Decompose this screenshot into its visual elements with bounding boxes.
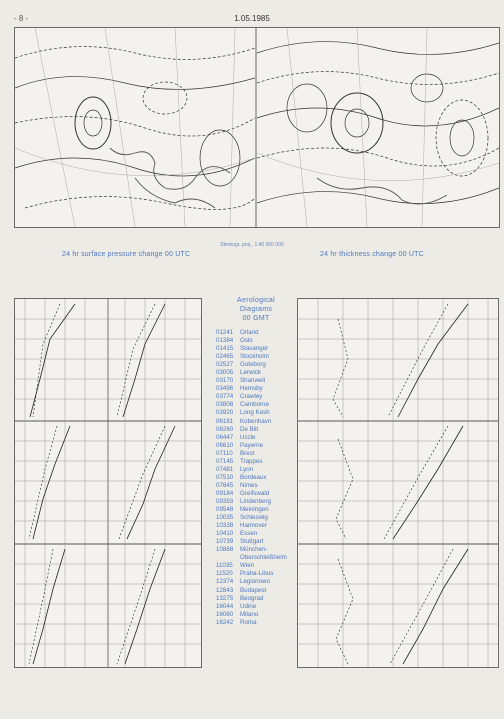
station-name: Camborne (240, 401, 269, 409)
station-row (216, 442, 296, 450)
station-code: 07645 (216, 481, 234, 489)
station-name: Lyon (240, 465, 254, 473)
station-name: Greifswald (240, 489, 270, 497)
station-name: Milano (240, 610, 259, 618)
station-code: 11520 (216, 570, 233, 578)
station-code: 10410 (216, 530, 234, 538)
station-row (216, 401, 296, 409)
station-row (216, 458, 296, 466)
station-row (216, 337, 296, 345)
station-name: Stuttgart (240, 538, 264, 546)
station-name: Budapest (240, 586, 267, 594)
station-name: Kobenhavn (240, 417, 272, 425)
station-row (216, 393, 296, 401)
station-code: 10338 (216, 522, 234, 530)
station-code: 03496 (216, 385, 234, 393)
station-name: Beograd (240, 594, 264, 602)
station-code: 06260 (216, 425, 234, 433)
station-row (216, 466, 296, 474)
station-name: Long Kesh (240, 409, 270, 417)
station-code: 01415 (216, 345, 234, 353)
station-row (216, 546, 296, 554)
station-row (216, 530, 296, 538)
station-row (216, 578, 296, 586)
station-name: Roma (240, 618, 257, 626)
station-code (216, 554, 240, 562)
station-row (216, 506, 296, 514)
station-code: 16080 (216, 610, 234, 618)
station-name: Oberschleißheim (240, 554, 287, 562)
station-row (216, 369, 296, 377)
aerological-diagrams-left (14, 298, 202, 668)
station-name: Uccle (240, 433, 256, 441)
station-name: De Bilt (240, 425, 259, 433)
station-name: Orland (240, 329, 259, 336)
legend-title-line3: 00 GMT (242, 315, 270, 322)
station-code: 09184 (216, 489, 234, 497)
station-name: Udine (240, 602, 257, 610)
station-row (216, 570, 296, 578)
station-code: 07110 (216, 449, 233, 457)
station-row (216, 361, 296, 369)
station-row (216, 353, 296, 361)
station-row (216, 409, 296, 417)
station-name: München- (240, 546, 268, 554)
station-row (216, 522, 296, 530)
station-name: Legionowo (240, 578, 270, 586)
station-row (216, 587, 296, 595)
station-code: 06447 (216, 433, 234, 441)
station-list (216, 329, 296, 627)
station-code: 13275 (216, 594, 234, 602)
maps-panel (14, 27, 500, 228)
station-row (216, 450, 296, 458)
legend-title-line1: Aerological (237, 297, 275, 304)
station-name: Nimes (240, 481, 258, 489)
station-code: 09548 (216, 506, 234, 514)
aerological-diagrams-right (297, 298, 499, 668)
station-row (216, 482, 296, 490)
station-row (216, 345, 296, 353)
station-code: 02527 (216, 361, 234, 369)
station-row (216, 611, 296, 619)
station-row (216, 377, 296, 385)
station-code: 12374 (216, 578, 234, 586)
station-row (216, 619, 296, 627)
station-name: Meiningen (240, 506, 269, 514)
thickness-change-map (257, 28, 499, 227)
station-row (216, 538, 296, 546)
station-name: Wien (240, 562, 255, 570)
surface-pressure-change-map (15, 28, 255, 227)
station-name: Bordeaux (240, 473, 267, 481)
skew-t-diagrams-left (15, 299, 201, 667)
station-name: Oslo (240, 337, 253, 345)
left-map-caption: 24 hr surface pressure change 00 UTC (62, 251, 191, 258)
station-code: 16044 (216, 602, 234, 610)
station-code: 10739 (216, 538, 234, 546)
station-name: Shanwell (240, 377, 266, 385)
station-name: Goteborg (240, 361, 266, 369)
station-code: 03774 (216, 393, 234, 401)
station-name: Praha-Libus (240, 570, 274, 578)
station-row (216, 490, 296, 498)
station-row (216, 418, 296, 426)
station-row (216, 385, 296, 393)
page-date: 1.05.1985 (234, 14, 270, 23)
station-code: 10868 (216, 546, 234, 554)
station-row (216, 329, 296, 337)
station-row (216, 514, 296, 522)
station-row (216, 434, 296, 442)
station-code: 11035 (216, 562, 233, 570)
station-name: Hannover (240, 522, 267, 530)
station-code: 03170 (216, 377, 234, 385)
station-code: 03005 (216, 369, 234, 377)
station-name: Lindenberg (240, 497, 271, 505)
pressure-thickness-maps (15, 28, 499, 227)
station-code: 07510 (216, 473, 234, 481)
map-scale-label: Stereogr. proj., 1:40 000 000 (220, 242, 284, 248)
station-name: Trappes (240, 457, 263, 465)
skew-t-diagrams-right (298, 299, 498, 667)
station-code: 06610 (216, 441, 234, 449)
station-name: Lerwick (240, 369, 261, 377)
station-code: 12843 (216, 586, 234, 594)
station-code: 02465 (216, 353, 234, 361)
station-row (216, 554, 296, 562)
station-name: Stockholm (240, 353, 269, 361)
station-code: 07145 (216, 457, 234, 465)
aerological-legend (216, 296, 296, 627)
station-code: 10035 (216, 514, 234, 522)
station-code: 09393 (216, 497, 234, 505)
station-code: 06181 (216, 417, 234, 425)
page-number: - 8 - (14, 14, 29, 23)
station-row (216, 603, 296, 611)
station-row (216, 474, 296, 482)
station-row (216, 595, 296, 603)
station-code: 01384 (216, 337, 234, 345)
station-code: 03808 (216, 401, 234, 409)
station-code: 01241 (216, 329, 234, 336)
station-name: Stavanger (240, 345, 269, 353)
station-row (216, 426, 296, 434)
station-name: Hemsby (240, 385, 263, 393)
right-map-caption: 24 hr thickness change 00 UTC (320, 251, 424, 258)
station-name: Payerne (240, 441, 264, 449)
legend-title-line2: Diagrams (239, 306, 273, 313)
station-name: Schleswig (240, 514, 268, 522)
station-code: 03920 (216, 409, 234, 417)
station-row (216, 498, 296, 506)
station-name: Brest (240, 449, 255, 457)
station-code: 16242 (216, 618, 234, 626)
station-row (216, 562, 296, 570)
station-name: Crawley (240, 393, 263, 401)
station-name: Essen (240, 530, 258, 538)
station-code: 07481 (216, 465, 234, 473)
